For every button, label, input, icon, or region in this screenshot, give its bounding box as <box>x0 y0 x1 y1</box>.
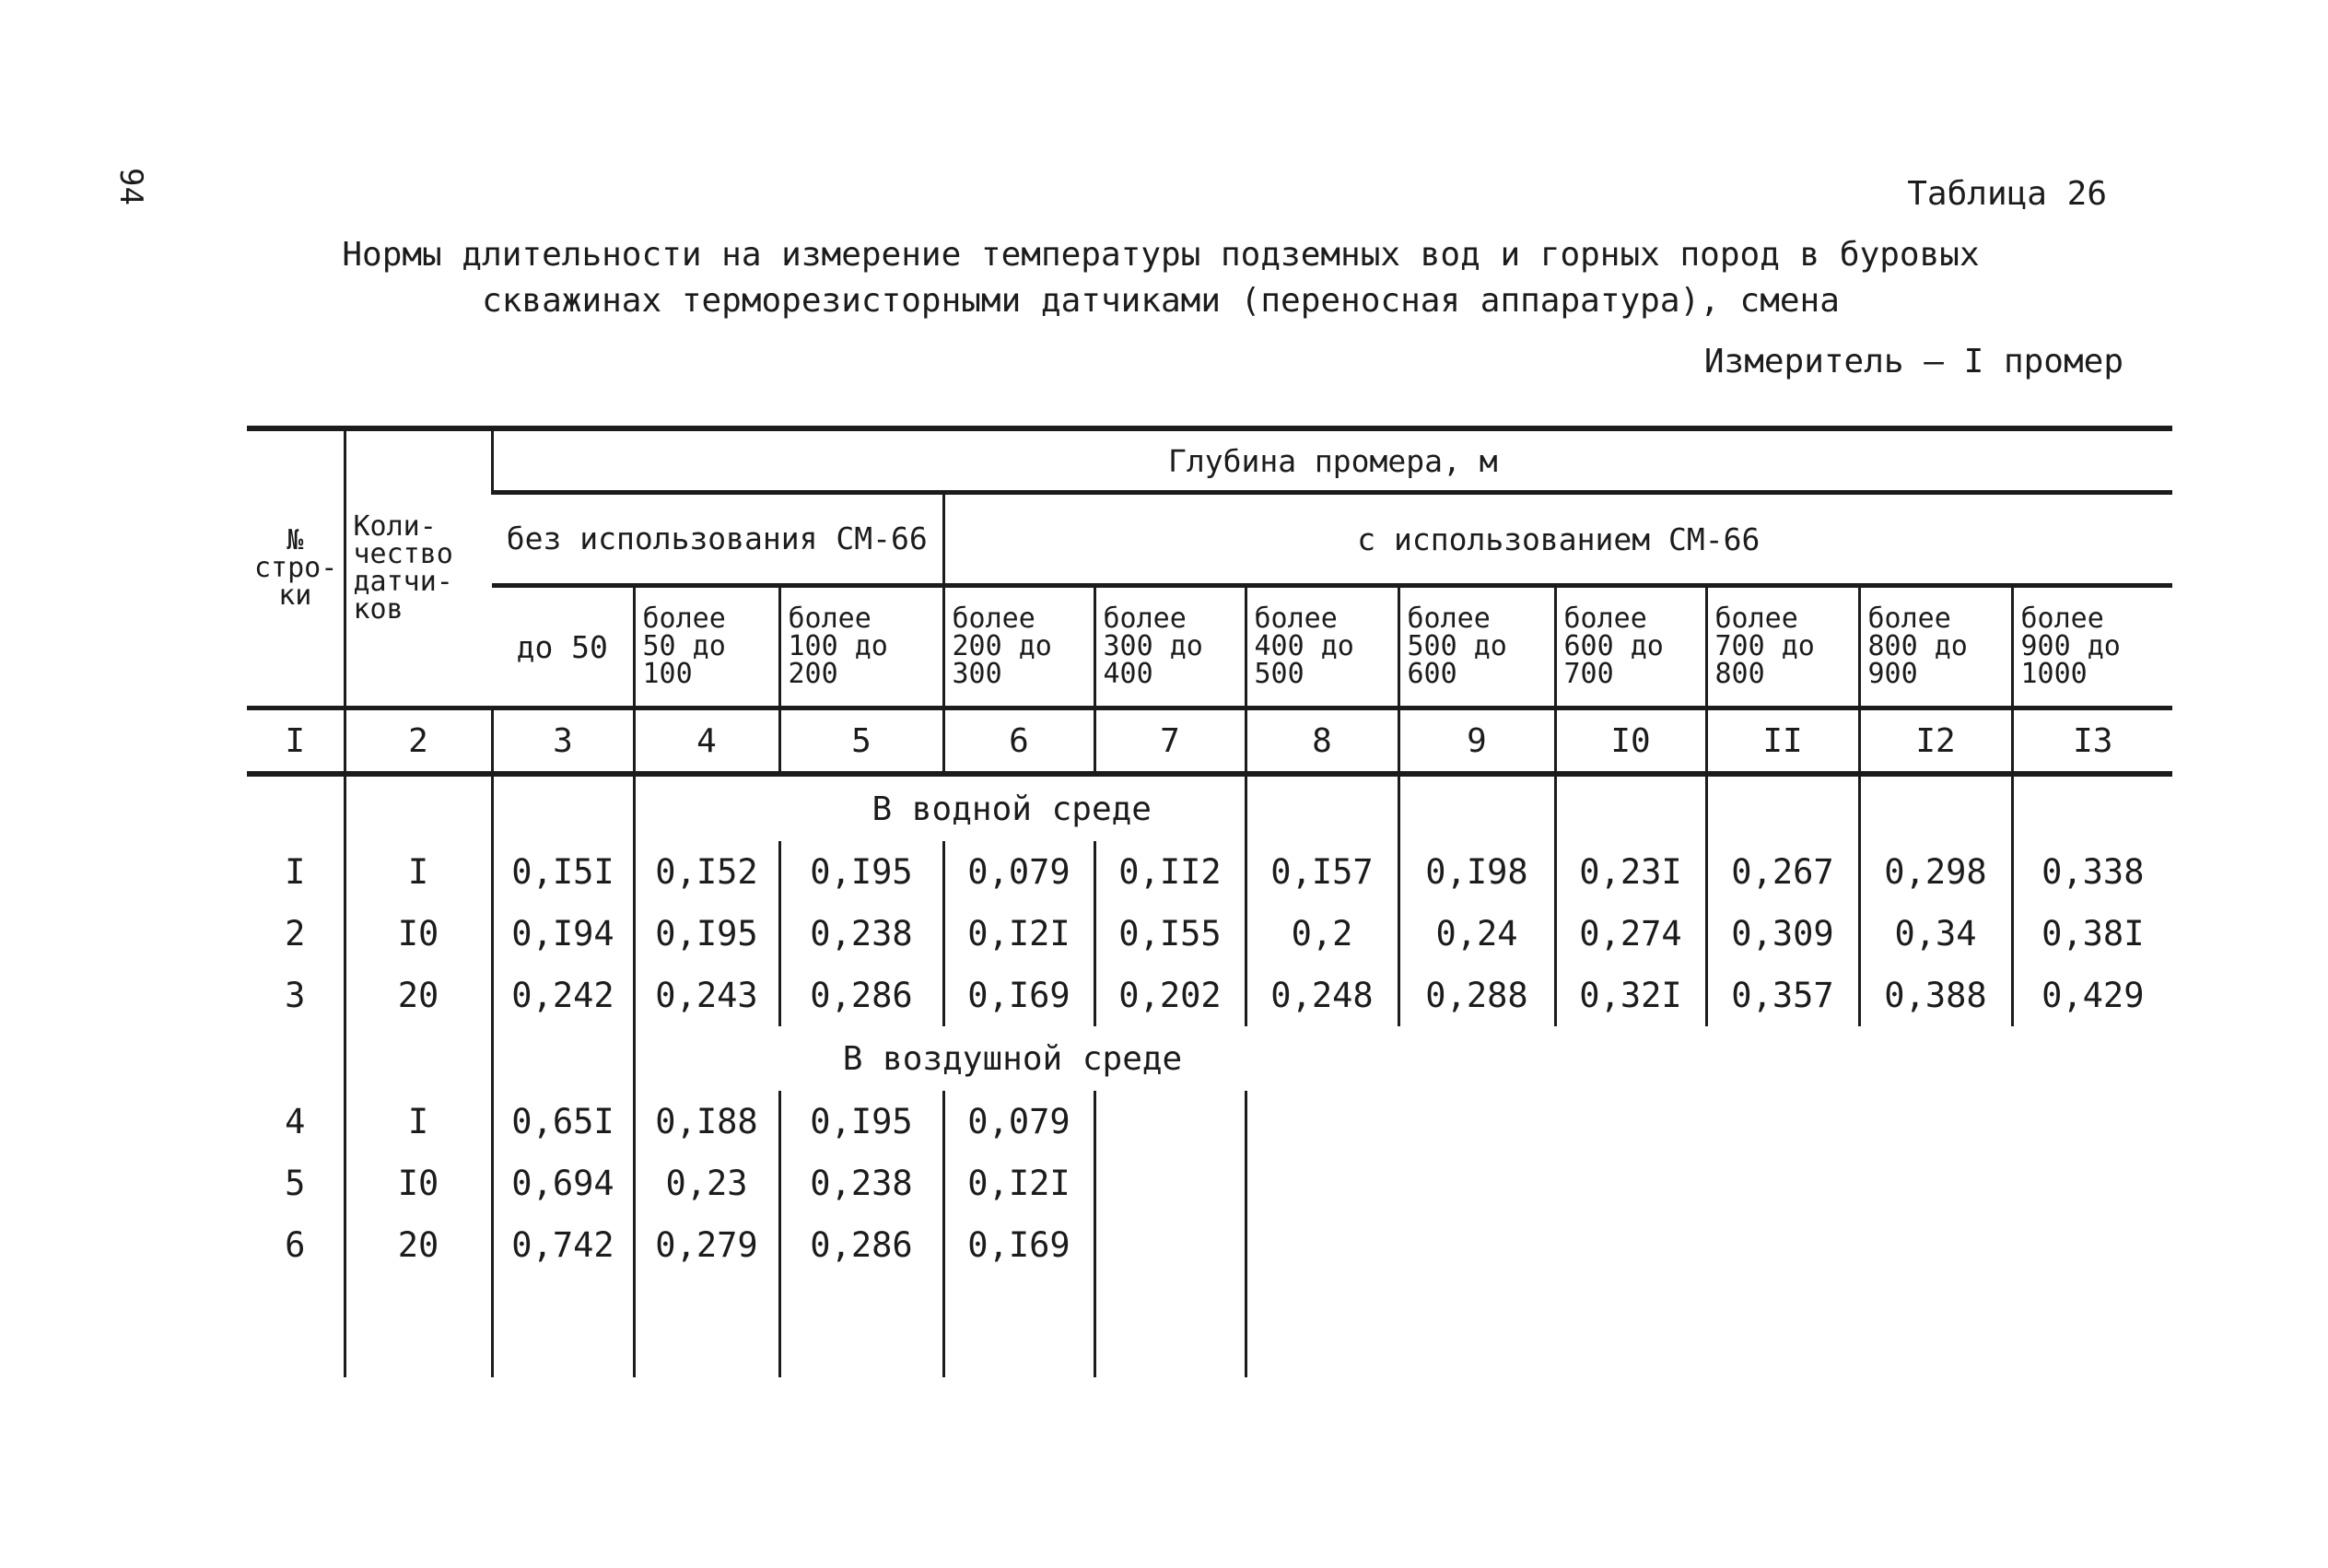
value-cell: 0,I95 <box>634 903 779 965</box>
value-cell: 0,I69 <box>943 965 1094 1026</box>
section-gap-cell <box>492 774 634 841</box>
section-gap-cell <box>1398 1026 1555 1091</box>
section-gap-cell <box>247 774 345 841</box>
table-label: Таблица 26 <box>1907 175 2107 213</box>
value-cell <box>1398 1091 1555 1153</box>
value-cell: 0,079 <box>943 841 1094 903</box>
value-cell: 0,23I <box>1555 841 1706 903</box>
spacer-cell <box>345 1276 492 1377</box>
spacer-cell <box>492 1276 634 1377</box>
value-cell <box>1398 1214 1555 1276</box>
table-row <box>247 1214 2172 1276</box>
header-row-no: № стро-ки <box>247 428 345 708</box>
header-depth-range: более 400 до 500 <box>1246 586 1398 708</box>
section-gap-cell <box>2012 1026 2172 1091</box>
value-cell <box>2012 1214 2172 1276</box>
norms-table <box>247 426 2172 1377</box>
spacer-cell <box>1398 1276 1555 1377</box>
spacer-cell <box>1706 1276 1859 1377</box>
value-cell: 0,338 <box>2012 841 2172 903</box>
section-title: В водной среде <box>872 790 1152 828</box>
table-row <box>247 965 2172 1026</box>
header-depth-range: более 100 до 200 <box>779 586 943 708</box>
sensor-count-cell: I <box>345 841 492 903</box>
column-number: 4 <box>634 708 779 775</box>
value-cell <box>2012 1153 2172 1214</box>
header-depth-range: более 50 до 100 <box>634 586 779 708</box>
spacer-cell <box>1859 1276 2012 1377</box>
column-number: 6 <box>943 708 1094 775</box>
table-title <box>276 232 2045 324</box>
column-number: 2 <box>345 708 492 775</box>
value-cell <box>1706 1214 1859 1276</box>
value-cell: 0,I94 <box>492 903 634 965</box>
value-cell <box>1859 1214 2012 1276</box>
value-cell: 0,I69 <box>943 1214 1094 1276</box>
sensor-count-cell: I <box>345 1091 492 1153</box>
section-gap-cell <box>1398 774 1555 841</box>
value-cell: 0,238 <box>779 903 943 965</box>
header-depth-range: более 300 до 400 <box>1094 586 1246 708</box>
column-number: 9 <box>1398 708 1555 775</box>
sensor-count-cell: I0 <box>345 903 492 965</box>
table-row <box>247 1153 2172 1214</box>
header-without-cm66: без использования СМ-66 <box>492 493 943 586</box>
value-cell: 0,357 <box>1706 965 1859 1026</box>
spacer-cell <box>634 1276 779 1377</box>
value-cell <box>1398 1153 1555 1214</box>
value-cell: 0,I55 <box>1094 903 1246 965</box>
column-number: 5 <box>779 708 943 775</box>
value-cell: 0,274 <box>1555 903 1706 965</box>
value-cell <box>1246 1091 1398 1153</box>
title-line-1: Нормы длительности на измерение температуры подземных вод и горных пород в буровых <box>342 236 1980 274</box>
value-cell: 0,243 <box>634 965 779 1026</box>
value-cell: 0,286 <box>779 1214 943 1276</box>
value-cell <box>1094 1091 1246 1153</box>
value-cell: 0,742 <box>492 1214 634 1276</box>
value-cell <box>1859 1091 2012 1153</box>
section-gap-cell <box>345 774 492 841</box>
value-cell: 0,286 <box>779 965 943 1026</box>
value-cell: 0,I5I <box>492 841 634 903</box>
value-cell: 0,I88 <box>634 1091 779 1153</box>
value-cell: 0,38I <box>2012 903 2172 965</box>
sensor-count-cell: 20 <box>345 1214 492 1276</box>
spacer-cell <box>943 1276 1094 1377</box>
table-row <box>247 1091 2172 1153</box>
value-cell: 0,279 <box>634 1214 779 1276</box>
spacer-cell <box>2012 1276 2172 1377</box>
section-gap-cell <box>1859 774 2012 841</box>
value-cell: 0,34 <box>1859 903 2012 965</box>
value-cell: 0,I2I <box>943 1153 1094 1214</box>
value-cell: 0,I95 <box>779 1091 943 1153</box>
column-number: I3 <box>2012 708 2172 775</box>
row-number-cell: I <box>285 852 306 892</box>
value-cell <box>1706 1091 1859 1153</box>
column-number: 8 <box>1246 708 1398 775</box>
value-cell: 0,II2 <box>1094 841 1246 903</box>
value-cell: 0,288 <box>1398 965 1555 1026</box>
header-with-cm66: с использованием СМ-66 <box>943 493 2172 586</box>
row-number-cell: 6 <box>285 1225 306 1265</box>
row-number-cell: 4 <box>285 1102 306 1141</box>
column-number: 3 <box>492 708 634 775</box>
sensor-count-cell: I0 <box>345 1153 492 1214</box>
column-number: 7 <box>1094 708 1246 775</box>
section-gap-cell <box>1246 1026 1398 1091</box>
header-sensor-count: Коли-чество датчи-ков <box>345 428 492 708</box>
value-cell: 0,267 <box>1706 841 1859 903</box>
value-cell: 0,238 <box>779 1153 943 1214</box>
value-cell: 0,429 <box>2012 965 2172 1026</box>
value-cell <box>1555 1214 1706 1276</box>
section-gap-cell <box>1706 1026 1859 1091</box>
section-gap-cell <box>634 1026 779 1091</box>
value-cell: 0,23 <box>634 1153 779 1214</box>
value-cell: 0,298 <box>1859 841 2012 903</box>
header-depth-range: более 600 до 700 <box>1555 586 1706 708</box>
column-number: I2 <box>1859 708 2012 775</box>
header-depth-range: более 700 до 800 <box>1706 586 1859 708</box>
value-cell: 0,248 <box>1246 965 1398 1026</box>
header-depth-range: более 900 до 1000 <box>2012 586 2172 708</box>
value-cell: 0,32I <box>1555 965 1706 1026</box>
page-number: 94 <box>112 168 149 205</box>
section-gap-cell <box>1706 774 1859 841</box>
column-number: I <box>247 708 345 775</box>
header-depth-range: более 200 до 300 <box>943 586 1094 708</box>
spacer-cell <box>1555 1276 1706 1377</box>
spacer-cell <box>247 1276 345 1377</box>
title-line-2: скважинах терморезисторными датчиками (переносная аппаратура), смена <box>482 282 1840 320</box>
table-row <box>247 841 2172 903</box>
section-gap-cell <box>1859 1026 2012 1091</box>
row-number-cell: 2 <box>285 914 306 954</box>
header-depth-range: до 50 <box>516 628 608 665</box>
value-cell <box>1246 1153 1398 1214</box>
header-depth-range: более 800 до 900 <box>1859 586 2012 708</box>
value-cell: 0,309 <box>1706 903 1859 965</box>
spacer-cell <box>1246 1276 1398 1377</box>
value-cell: 0,242 <box>492 965 634 1026</box>
section-gap-cell <box>2012 774 2172 841</box>
value-cell: 0,I95 <box>779 841 943 903</box>
row-number-cell: 5 <box>285 1164 306 1203</box>
row-number-cell: 3 <box>285 976 306 1015</box>
value-cell: 0,694 <box>492 1153 634 1214</box>
value-cell: 0,079 <box>943 1091 1094 1153</box>
spacer-cell <box>779 1276 943 1377</box>
table-row <box>247 903 2172 965</box>
value-cell <box>1859 1153 2012 1214</box>
value-cell <box>2012 1091 2172 1153</box>
value-cell: 0,388 <box>1859 965 2012 1026</box>
column-number: II <box>1706 708 1859 775</box>
value-cell <box>1094 1153 1246 1214</box>
header-depth-range: более 500 до 600 <box>1398 586 1555 708</box>
column-number: I0 <box>1555 708 1706 775</box>
value-cell: 0,I2I <box>943 903 1094 965</box>
value-cell: 0,I52 <box>634 841 779 903</box>
section-gap-cell <box>247 1026 345 1091</box>
value-cell <box>1094 1214 1246 1276</box>
header-depth: Глубина промера, м <box>492 428 2172 493</box>
section-title: В воздушной среде <box>842 1039 1183 1078</box>
value-cell: 0,24 <box>1398 903 1555 965</box>
section-gap-cell <box>345 1026 492 1091</box>
value-cell <box>1706 1153 1859 1214</box>
section-gap-cell <box>634 774 779 841</box>
value-cell <box>1555 1091 1706 1153</box>
spacer-cell <box>1094 1276 1246 1377</box>
value-cell <box>1246 1214 1398 1276</box>
unit-of-measure: Измеритель – I промер <box>1703 343 2123 380</box>
section-gap-cell <box>1555 1026 1706 1091</box>
section-gap-cell <box>1555 774 1706 841</box>
value-cell: 0,I57 <box>1246 841 1398 903</box>
section-gap-cell <box>1246 774 1398 841</box>
section-gap-cell <box>492 1026 634 1091</box>
sensor-count-cell: 20 <box>345 965 492 1026</box>
value-cell <box>1555 1153 1706 1214</box>
value-cell: 0,2 <box>1246 903 1398 965</box>
value-cell: 0,I98 <box>1398 841 1555 903</box>
value-cell: 0,65I <box>492 1091 634 1153</box>
value-cell: 0,202 <box>1094 965 1246 1026</box>
